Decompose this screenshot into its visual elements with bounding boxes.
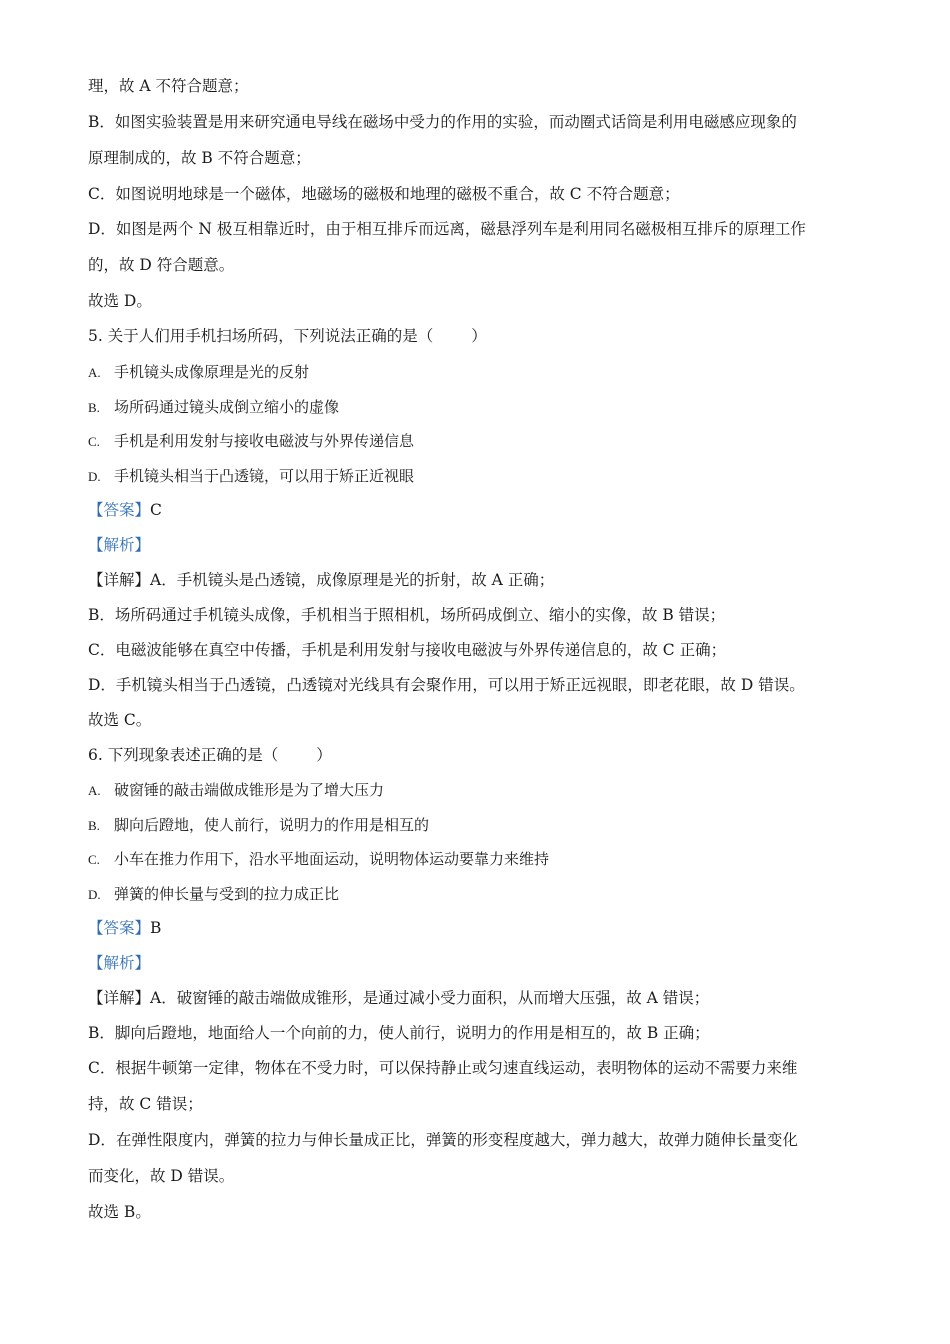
q5-analysis [88,535,150,555]
q5-detail-a [88,570,554,590]
option-text: 手机镜头成像原理是光的反射 [114,363,310,381]
prev-d-line-2: 的，故 D 符合题意。 [88,256,235,274]
q6-detail-d-line-1: D．在弹性限度内，弹簧的拉力与伸长量成正比，弹簧的形变程度越大，弹力越大，故弹力随伸长量变化 [88,1131,798,1149]
option-letter: A. [88,365,101,380]
q6-option-c [88,849,549,870]
q5-stem [88,326,487,346]
option-text: 手机是利用发射与接收电磁波与外界传递信息 [114,432,415,450]
q5-option-b [88,397,339,418]
analysis-tag: 【解析】 [88,536,151,554]
answer-tag: 【答案】 [88,501,151,519]
answer-value: B [150,919,162,937]
q6-stem [88,745,332,765]
q6-stem-text: 6. 下列现象表述正确的是（ [88,746,279,764]
detail-text: A．手机镜头是凸透镜，成像原理是光的折射，故 A 正确； [150,571,555,589]
q6-option-a [88,780,384,801]
q6-option-b [88,815,429,836]
q5-choice: 故选 C。 [88,711,152,729]
q6-detail-b: B．脚向后蹬地，地面给人一个向前的力，使人前行，说明力的作用是相互的，故 B 正确； [88,1024,710,1042]
prev-d-line-1: D．如图是两个 N 极互相靠近时，由于相互排斥而远离，磁悬浮列车是利用同名磁极相互排斥的原理工作 [88,220,806,238]
q5-option-a [88,362,309,383]
option-text: 脚向后蹬地，使人前行，说明力的作用是相互的 [114,816,430,834]
q5-option-d [88,466,414,487]
option-text: 弹簧的伸长量与受到的拉力成正比 [114,885,340,903]
q6-analysis [88,953,150,973]
option-letter: D. [88,887,101,902]
q5-answer [88,500,162,520]
option-letter: A. [88,783,101,798]
q5-detail-b: B．场所码通过手机镜头成像，手机相当于照相机，场所码成倒立、缩小的实像，故 B 错误； [88,606,726,624]
option-text: 手机镜头相当于凸透镜，可以用于矫正近视眼 [114,467,415,485]
option-letter: B. [88,818,100,833]
q6-option-d [88,884,339,905]
q5-detail-c: C．电磁波能够在真空中传播，手机是利用发射与接收电磁波与外界传递信息的，故 C 正确； [88,641,727,659]
prev-b-line-2: 原理制成的，故 B 不符合题意； [88,149,311,167]
q6-detail-d-line-2: 而变化，故 D 错误。 [88,1167,235,1185]
q6-detail-c-line-1: C．根据牛顿第一定律，物体在不受力时，可以保持静止或匀速直线运动，表明物体的运动不需要力来维 [88,1059,798,1077]
option-text: 小车在推力作用下，沿水平地面运动，说明物体运动要靠力来维持 [114,850,550,868]
prev-line-a-tail: 理，故 A 不符合题意； [88,77,249,95]
analysis-tag: 【解析】 [88,954,151,972]
detail-tag: 【详解】 [88,571,151,589]
q6-detail-c-line-2: 持，故 C 错误； [88,1095,203,1113]
prev-c-line: C．如图说明地球是一个磁体，地磁场的磁极和地理的磁极不重合，故 C 不符合题意； [88,185,680,203]
prev-choice: 故选 D。 [88,292,152,310]
answer-value: C [150,501,162,519]
option-letter: D. [88,469,101,484]
q5-option-c [88,431,414,452]
prev-b-line-1: B．如图实验装置是用来研究通电导线在磁场中受力的作用的实验，而动圈式话筒是利用电磁感应现象的 [88,113,797,131]
option-letter: C. [88,434,100,449]
answer-tag: 【答案】 [88,919,151,937]
q5-stem-text: 5. 关于人们用手机扫场所码，下列说法正确的是（ [88,327,434,345]
q6-choice: 故选 B。 [88,1203,151,1221]
q6-stem-end: ） [316,746,332,764]
q5-stem-end: ） [471,327,487,345]
detail-tag: 【详解】 [88,989,151,1007]
detail-text: A．破窗锤的敲击端做成锥形，是通过减小受力面积，从而增大压强，故 A 错误； [150,989,710,1007]
option-letter: C. [88,852,100,867]
option-letter: B. [88,400,100,415]
option-text: 破窗锤的敲击端做成锥形是为了增大压力 [114,781,385,799]
option-text: 场所码通过镜头成倒立缩小的虚像 [114,398,340,416]
q5-detail-d: D．手机镜头相当于凸透镜，凸透镜对光线具有会聚作用，可以用于矫正远视眼，即老花眼，故 D 错误。 [88,676,805,694]
q6-answer [88,918,161,938]
q6-detail-a [88,988,709,1008]
